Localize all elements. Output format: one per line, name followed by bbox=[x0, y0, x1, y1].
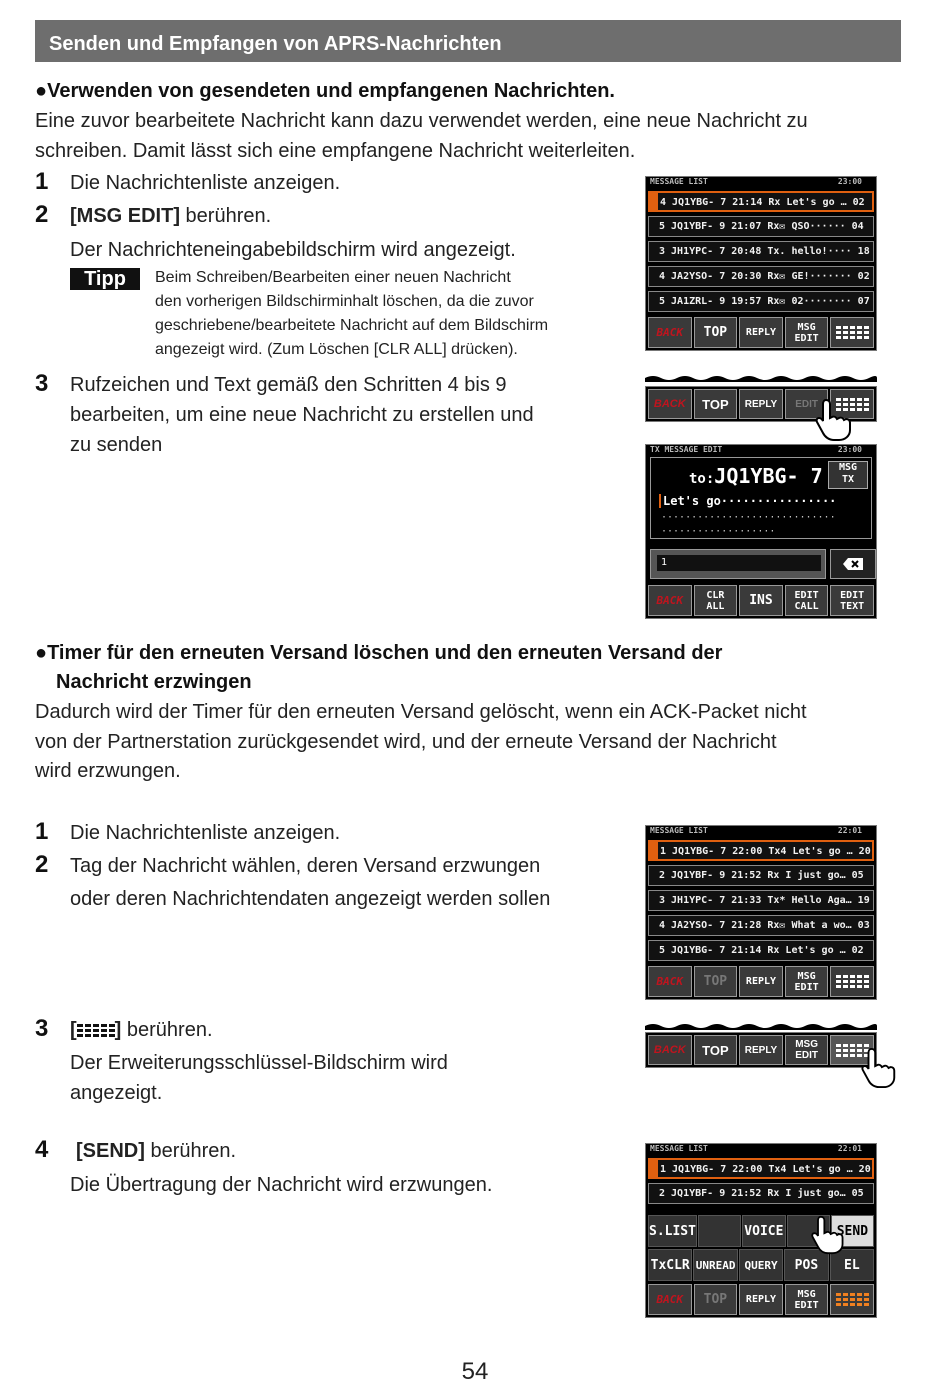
screen-button-bar bbox=[648, 1284, 874, 1315]
message-row[interactable]: 5 JA1ZRL- 9 19:57 Rx✉ 02········ 07 bbox=[648, 291, 874, 312]
screen-clock: 22:01 bbox=[837, 826, 862, 835]
msg-tx-label1: MSG bbox=[838, 462, 858, 473]
position-key[interactable]: POS bbox=[784, 1249, 828, 1281]
edit-call-button[interactable] bbox=[785, 585, 829, 616]
message-row[interactable]: 4 JA2YSO- 7 21:28 Rx✉ What a wo… 03 bbox=[648, 915, 874, 936]
edit-label: EDIT bbox=[794, 981, 819, 993]
page-number: 54 bbox=[461, 1358, 489, 1385]
tip-line4: angezeigt wird. (Zum Löschen [CLR ALL] drücken). bbox=[155, 341, 518, 358]
msg-edit-button[interactable] bbox=[785, 317, 829, 348]
s2-step1-number: 1 bbox=[35, 818, 49, 845]
message-text: Let's go················ bbox=[659, 494, 836, 508]
backspace-icon bbox=[842, 557, 864, 571]
msg-edit-button[interactable] bbox=[785, 966, 829, 997]
message-row-selected[interactable]: 1 JQ1YBG- 7 22:00 Tx4 Let's go … 20 bbox=[648, 840, 874, 861]
msg-edit-button[interactable] bbox=[785, 1035, 829, 1065]
send-key: [SEND] bbox=[76, 1140, 145, 1162]
grid-icon bbox=[836, 975, 869, 988]
s2-step4-sub: Die Übertragung der Nachricht wird erzwungen. bbox=[70, 1174, 493, 1196]
slider-position: 1 bbox=[661, 557, 668, 568]
s2-step3-text bbox=[70, 1015, 213, 1045]
s2-step3-number: 3 bbox=[35, 1015, 49, 1042]
back-button[interactable]: BACK bbox=[648, 966, 692, 997]
s1-step1-number: 1 bbox=[35, 168, 49, 195]
message-row-selected[interactable]: 1 JQ1YBG- 7 22:00 Tx4 Let's go … 20 bbox=[648, 1158, 874, 1179]
message-row[interactable]: 2 JQ1YBF- 9 21:52 Rx I just go… 05 bbox=[648, 1183, 874, 1204]
torn-edge bbox=[645, 1020, 877, 1030]
screen-title-bar bbox=[646, 445, 876, 455]
reply-button[interactable]: REPLY bbox=[739, 966, 783, 997]
message-list-screen-1 bbox=[645, 176, 877, 351]
slider-track bbox=[657, 555, 821, 571]
screen-title-bar bbox=[646, 826, 876, 836]
section2-heading-line2: Nachricht erzwingen bbox=[56, 671, 252, 693]
message-edit-box[interactable] bbox=[650, 457, 872, 539]
cancel-key[interactable]: EL bbox=[830, 1249, 874, 1281]
all-label: ALL bbox=[706, 600, 725, 612]
screen-title: MESSAGE LIST bbox=[650, 177, 708, 186]
screen-clock: 22:01 bbox=[837, 1144, 862, 1153]
recipient-line bbox=[689, 464, 823, 488]
edit-label: EDIT bbox=[794, 1299, 819, 1311]
s1-step1-text: Die Nachrichtenliste anzeigen. bbox=[70, 172, 341, 194]
screen-title-bar bbox=[646, 177, 876, 187]
cursor-slider[interactable] bbox=[650, 549, 826, 579]
s1-step2-number: 2 bbox=[35, 201, 49, 228]
clr-all-button[interactable] bbox=[694, 585, 738, 616]
screen-button-bar bbox=[648, 585, 874, 616]
reply-button[interactable]: REPLY bbox=[739, 389, 783, 419]
msg-tx-label2: TX bbox=[841, 474, 855, 485]
msg-edit-key: [MSG EDIT] bbox=[70, 205, 180, 227]
ins-button[interactable]: INS bbox=[739, 585, 783, 616]
torn-edge bbox=[645, 372, 877, 382]
s1-step3-line3: zu senden bbox=[70, 434, 163, 456]
edit-text-button[interactable] bbox=[830, 585, 874, 616]
message-row[interactable]: 3 JH1YPC- 7 21:33 Tx* Hello Aga… 19 bbox=[648, 890, 874, 911]
screen-clock: 23:00 bbox=[837, 177, 862, 186]
top-button[interactable]: TOP bbox=[694, 966, 738, 997]
s2-step4-text bbox=[76, 1136, 236, 1166]
s1-step2-text bbox=[70, 201, 271, 231]
pointing-hand-icon bbox=[812, 398, 856, 442]
s2-step2-line2: oder deren Nachrichtendaten angezeigt werden sollen bbox=[70, 888, 551, 910]
txclr-key[interactable]: TxCLR bbox=[648, 1249, 692, 1281]
back-button[interactable]: BACK bbox=[648, 1035, 692, 1065]
section-header: Senden und Empfangen von APRS-Nachrichten bbox=[35, 20, 901, 62]
expand-key-open: [ bbox=[70, 1019, 77, 1041]
top-button[interactable]: TOP bbox=[694, 1284, 738, 1315]
tx-message-edit-screen bbox=[645, 444, 877, 619]
section1-intro-line2: schreiben. Damit lässt sich eine empfangene Nachricht weiterleiten. bbox=[35, 140, 636, 162]
reply-button[interactable]: REPLY bbox=[739, 1284, 783, 1315]
msg-label: MSG bbox=[797, 1288, 816, 1300]
edit-label: EDIT bbox=[795, 1050, 818, 1061]
button-strip-2 bbox=[645, 1020, 877, 1068]
blank-key bbox=[698, 1215, 741, 1247]
s2-step2-number: 2 bbox=[35, 851, 49, 878]
screen-clock: 23:00 bbox=[837, 445, 862, 454]
grid-key-icon bbox=[77, 1024, 115, 1037]
message-row[interactable]: 4 JA2YSO- 7 20:30 Rx✉ GE!······· 02 bbox=[648, 266, 874, 287]
tip-line1: Beim Schreiben/Bearbeiten einer neuen Nachricht bbox=[155, 269, 511, 286]
section1-heading: ●Verwenden von gesendeten und empfangenen Nachrichten. bbox=[35, 80, 615, 102]
s1-step3-number: 3 bbox=[35, 370, 49, 397]
s1-step2-verb: berühren. bbox=[180, 205, 272, 227]
grid-icon bbox=[836, 326, 869, 339]
unread-key[interactable]: UNREAD bbox=[693, 1249, 737, 1281]
tip-line2: den vorherigen Bildschirminhalt löschen, da die zuvor bbox=[155, 293, 534, 310]
message-list-screen-2 bbox=[645, 825, 877, 1000]
screen-button-bar bbox=[648, 317, 874, 348]
edit-label: EDIT bbox=[794, 332, 819, 344]
s2-step2-line1: Tag der Nachricht wählen, deren Versand erzwungen bbox=[70, 855, 541, 877]
edit-label: EDIT bbox=[794, 589, 819, 601]
text-label: TEXT bbox=[840, 600, 865, 612]
message-row[interactable]: 5 JQ1YBG- 7 21:14 Rx Let's go … 02 bbox=[648, 940, 874, 961]
s2-step1-text: Die Nachrichtenliste anzeigen. bbox=[70, 822, 341, 844]
pointing-hand-icon bbox=[858, 1046, 900, 1090]
expand-keys-button[interactable] bbox=[830, 966, 874, 997]
s2-step4-number: 4 bbox=[35, 1136, 49, 1163]
s1-step3-line2: bearbeiten, um eine neue Nachricht zu erstellen und bbox=[70, 404, 534, 426]
grid-icon bbox=[836, 1293, 869, 1306]
text-placeholder-dots-2: ··················· bbox=[661, 526, 776, 537]
message-row[interactable]: 5 JQ1YBF- 9 21:07 Rx✉ QSO······ 04 bbox=[648, 216, 874, 237]
query-key[interactable]: QUERY bbox=[739, 1249, 783, 1281]
screen-title: MESSAGE LIST bbox=[650, 1144, 708, 1153]
pointing-hand-icon bbox=[808, 1214, 848, 1256]
station-list-key[interactable]: S.LIST bbox=[648, 1215, 697, 1247]
backspace-button[interactable] bbox=[830, 549, 876, 579]
s1-step3-line1: Rufzeichen und Text gemäß den Schritten 4 bis 9 bbox=[70, 374, 507, 396]
section2-intro-line3: wird erzwungen. bbox=[35, 760, 181, 782]
msg-edit-button[interactable]: EDIT bbox=[785, 389, 829, 419]
back-button[interactable]: BACK bbox=[648, 389, 692, 419]
tip-line3: geschriebene/bearbeitete Nachricht auf dem Bildschirm bbox=[155, 317, 549, 334]
message-row[interactable]: 3 JH1YPC- 7 20:48 Tx. hello!···· 18 bbox=[648, 241, 874, 262]
msg-label: MSG bbox=[797, 970, 816, 982]
screen-title-bar bbox=[646, 1144, 876, 1154]
back-button[interactable]: BACK bbox=[648, 585, 692, 616]
edit-label: EDIT bbox=[840, 589, 865, 601]
text-placeholder-dots: ····························· bbox=[661, 512, 836, 523]
call-label: CALL bbox=[794, 600, 819, 612]
back-button[interactable]: BACK bbox=[648, 1284, 692, 1315]
expand-key-close: ] bbox=[114, 1019, 122, 1041]
reply-button[interactable]: REPLY bbox=[739, 1035, 783, 1065]
section2-intro-line1: Dadurch wird der Timer für den erneuten Versand gelöscht, wenn ein ACK-Packet nicht bbox=[35, 701, 807, 723]
s2-step3-sub2: angezeigt. bbox=[70, 1082, 163, 1104]
reply-button[interactable]: REPLY bbox=[739, 317, 783, 348]
section2-intro-line2: von der Partnerstation zurückgesendet wird, und der erneute Versand der Nachricht bbox=[35, 731, 777, 753]
recipient-callsign: JQ1YBG- 7 bbox=[714, 464, 823, 488]
screen-title: TX MESSAGE EDIT bbox=[650, 445, 723, 454]
msg-label: MSG bbox=[797, 321, 816, 333]
tip-label: Tipp bbox=[70, 268, 140, 290]
s2-step3-sub1: Der Erweiterungsschlüssel-Bildschirm wird bbox=[70, 1052, 448, 1074]
s2-step3-verb: berühren. bbox=[121, 1019, 213, 1041]
expand-keys-button[interactable] bbox=[830, 317, 874, 348]
top-button[interactable]: TOP bbox=[694, 389, 738, 419]
msg-edit-button[interactable] bbox=[785, 1284, 829, 1315]
expand-keys-button[interactable] bbox=[830, 1284, 874, 1315]
msg-tx-button[interactable] bbox=[828, 461, 868, 489]
s1-step2-sub: Der Nachrichteneingabebildschirm wird angezeigt. bbox=[70, 239, 516, 261]
screen-button-bar bbox=[648, 966, 874, 997]
top-button[interactable]: TOP bbox=[694, 317, 738, 348]
message-row[interactable]: 2 JQ1YBF- 9 21:52 Rx I just go… 05 bbox=[648, 865, 874, 886]
send-key[interactable]: SEND bbox=[831, 1215, 874, 1247]
message-row-selected[interactable]: 4 JQ1YBG- 7 21:14 Rx Let's go … 02 bbox=[648, 191, 874, 212]
top-button[interactable]: TOP bbox=[694, 1035, 738, 1065]
section2-heading-line1: ●Timer für den erneuten Versand löschen und den erneuten Versand der bbox=[35, 642, 723, 664]
screen-title: MESSAGE LIST bbox=[650, 826, 708, 835]
back-button[interactable]: BACK bbox=[648, 317, 692, 348]
section1-intro-line1: Eine zuvor bearbeitete Nachricht kann dazu verwendet werden, eine neue Nachricht zu bbox=[35, 110, 808, 132]
s2-step4-verb: berühren. bbox=[144, 1140, 237, 1162]
voice-key[interactable]: VOICE bbox=[742, 1215, 785, 1247]
msg-label: MSG bbox=[795, 1039, 818, 1050]
clr-label: CLR bbox=[706, 589, 725, 601]
to-label: to: bbox=[689, 471, 715, 487]
